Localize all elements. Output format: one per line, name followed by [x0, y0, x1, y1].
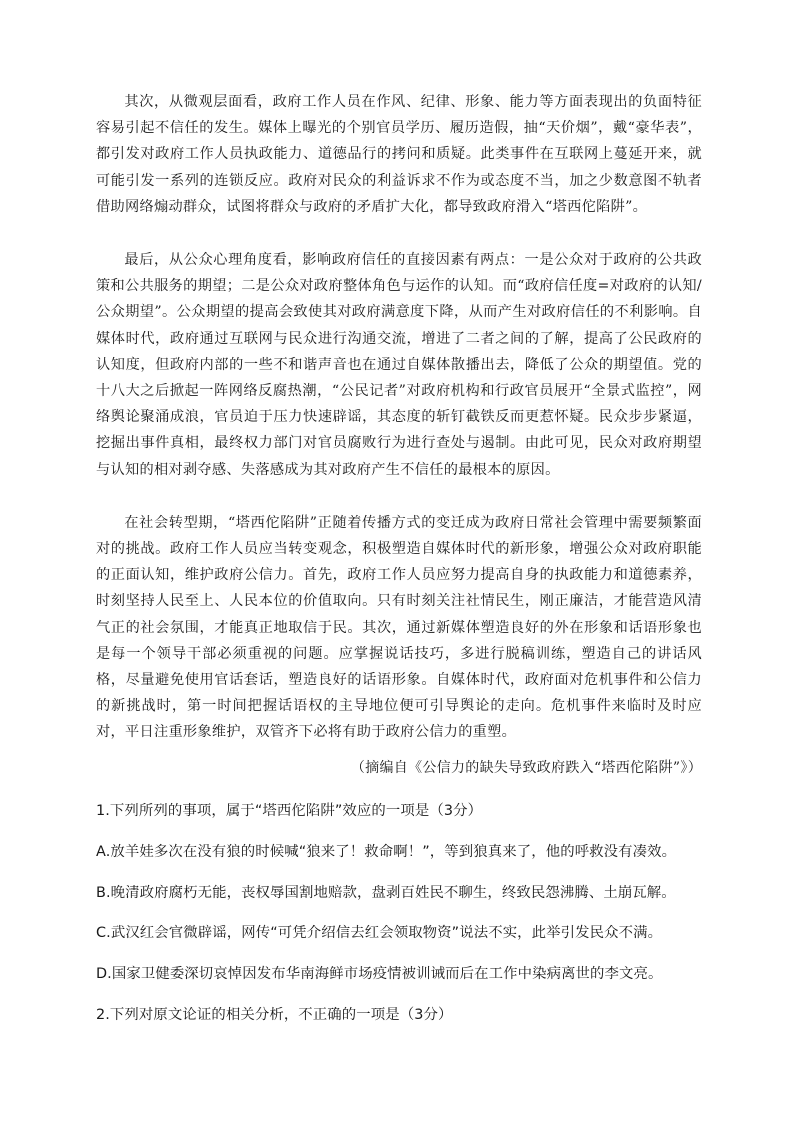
question-1-stem: 1.下列所列的事项，属于“塔西佗陷阱”效应的一项是（3分） — [96, 803, 483, 819]
passage-paragraph-public-psychology: 最后，从公众心理角度看，影响政府信任的直接因素有两点：一是公众对于政府的公共政策和公共服务的期望；二是公众对政府整体角色与运作的认知。而“政府信任度=对政府的认知/公众期望”。公众期望的提高会致使其对政府满意度下降，从而产生对政府信任的不利影响。自媒体时代，政府通过互联网与民众进行沟通交流，增进了二者之间的了解，提高了公民政府的认知度，但政府内部的一些不和谐声音也在通过自媒体散播出去，降低了公众的期望值。党的十八大之后掀起一阵网络反腐热潮，“公民记者”对政府机构和行政官员展开“全景式监控”，网络舆论聚涌成浪，官员迫于压力快速辟谣，其态度的斩钉截铁反而更惹怀疑。民众步步紧逼，挖掘出事件真相，最终权力部门对官员腐败行为进行查处与遏制。由此可见，民众对政府期望与认知的相对剥夺感、失落感成为其对政府产生不信任的最根本的原因。 — [96, 252, 702, 478]
question-1-option-c: C.武汉红会官微辟谣，网传“可凭介绍信去红会领取物资”说法不实，此举引发民众不满。 — [96, 925, 663, 942]
questions-section — [96, 800, 716, 1045]
question-2-stem: 2.下列对原文论证的相关分析，不正确的一项是（3分） — [96, 1006, 453, 1023]
reading-passage — [96, 89, 702, 773]
question-1-option-d: D.国家卫健委深切哀悼因发布华南海鲜市场疫情被训诫而后在工作中染病离世的李文亮。 — [96, 966, 663, 983]
passage-paragraph-social-transition: 在社会转型期，“塔西佗陷阱”正随着传播方式的变迁成为政府日常社会管理中需要频繁面对的挑战。政府工作人员应当转变观念，积极塑造自媒体时代的新形象，增强公众对政府职能的正面认知，维护政府公信力。首先，政府工作人员应努力提高自身的执政能力和道德素养，时刻坚持人民至上、人民本位的价值取向。只有时刻关注社情民生，刚正廉洁，才能营造风清气正的社会氛围，才能真正地取信于民。其次，通过新媒体塑造良好的外在形象和话语形象也是每一个领导干部必须重视的问题。应掌握说话技巧，多进行脱稿训练，塑造自己的讲话风格，尽量避免使用官话套话，塑造良好的话语形象。自媒体时代，政府面对危机事件和公信力的新挑战时，第一时间把握话语权的主导地位便可引导舆论的走向。危机事件来临时及时应对，平日注重形象维护，双管齐下必将有助于政府公信力的重塑。 — [96, 514, 702, 741]
question-1-option-a: A.放羊娃多次在没有狼的时候喊“狼来了！救命啊！”，等到狼真来了，他的呼救没有凑效。 — [96, 843, 677, 860]
passage-source-citation: （摘编自《公信力的缺失导致政府跌入“塔西佗陷阱”》） — [350, 760, 702, 776]
question-1-option-b: B.晚清政府腐朽无能，丧权辱国割地赔款，盘剥百姓民不聊生，终致民怨沸腾、土崩瓦解。 — [96, 884, 676, 901]
passage-paragraph-micro-level: 其次，从微观层面看，政府工作人员在作风、纪律、形象、能力等方面表现出的负面特征容易引起不信任的发生。媒体上曝光的个别官员学历、履历造假，抽“天价烟”，戴“豪华表”，都引发对政府工作人员执政能力、道德品行的拷问和质疑。此类事件在互联网上蔓延开来，就可能引发一系列的连锁反应。政府对民众的利益诉求不作为或态度不当，加之少数意图不轨者借助网络煽动群众，试图将群众与政府的矛盾扩大化，都导致政府滑入“塔西佗陷阱”。 — [96, 94, 702, 215]
